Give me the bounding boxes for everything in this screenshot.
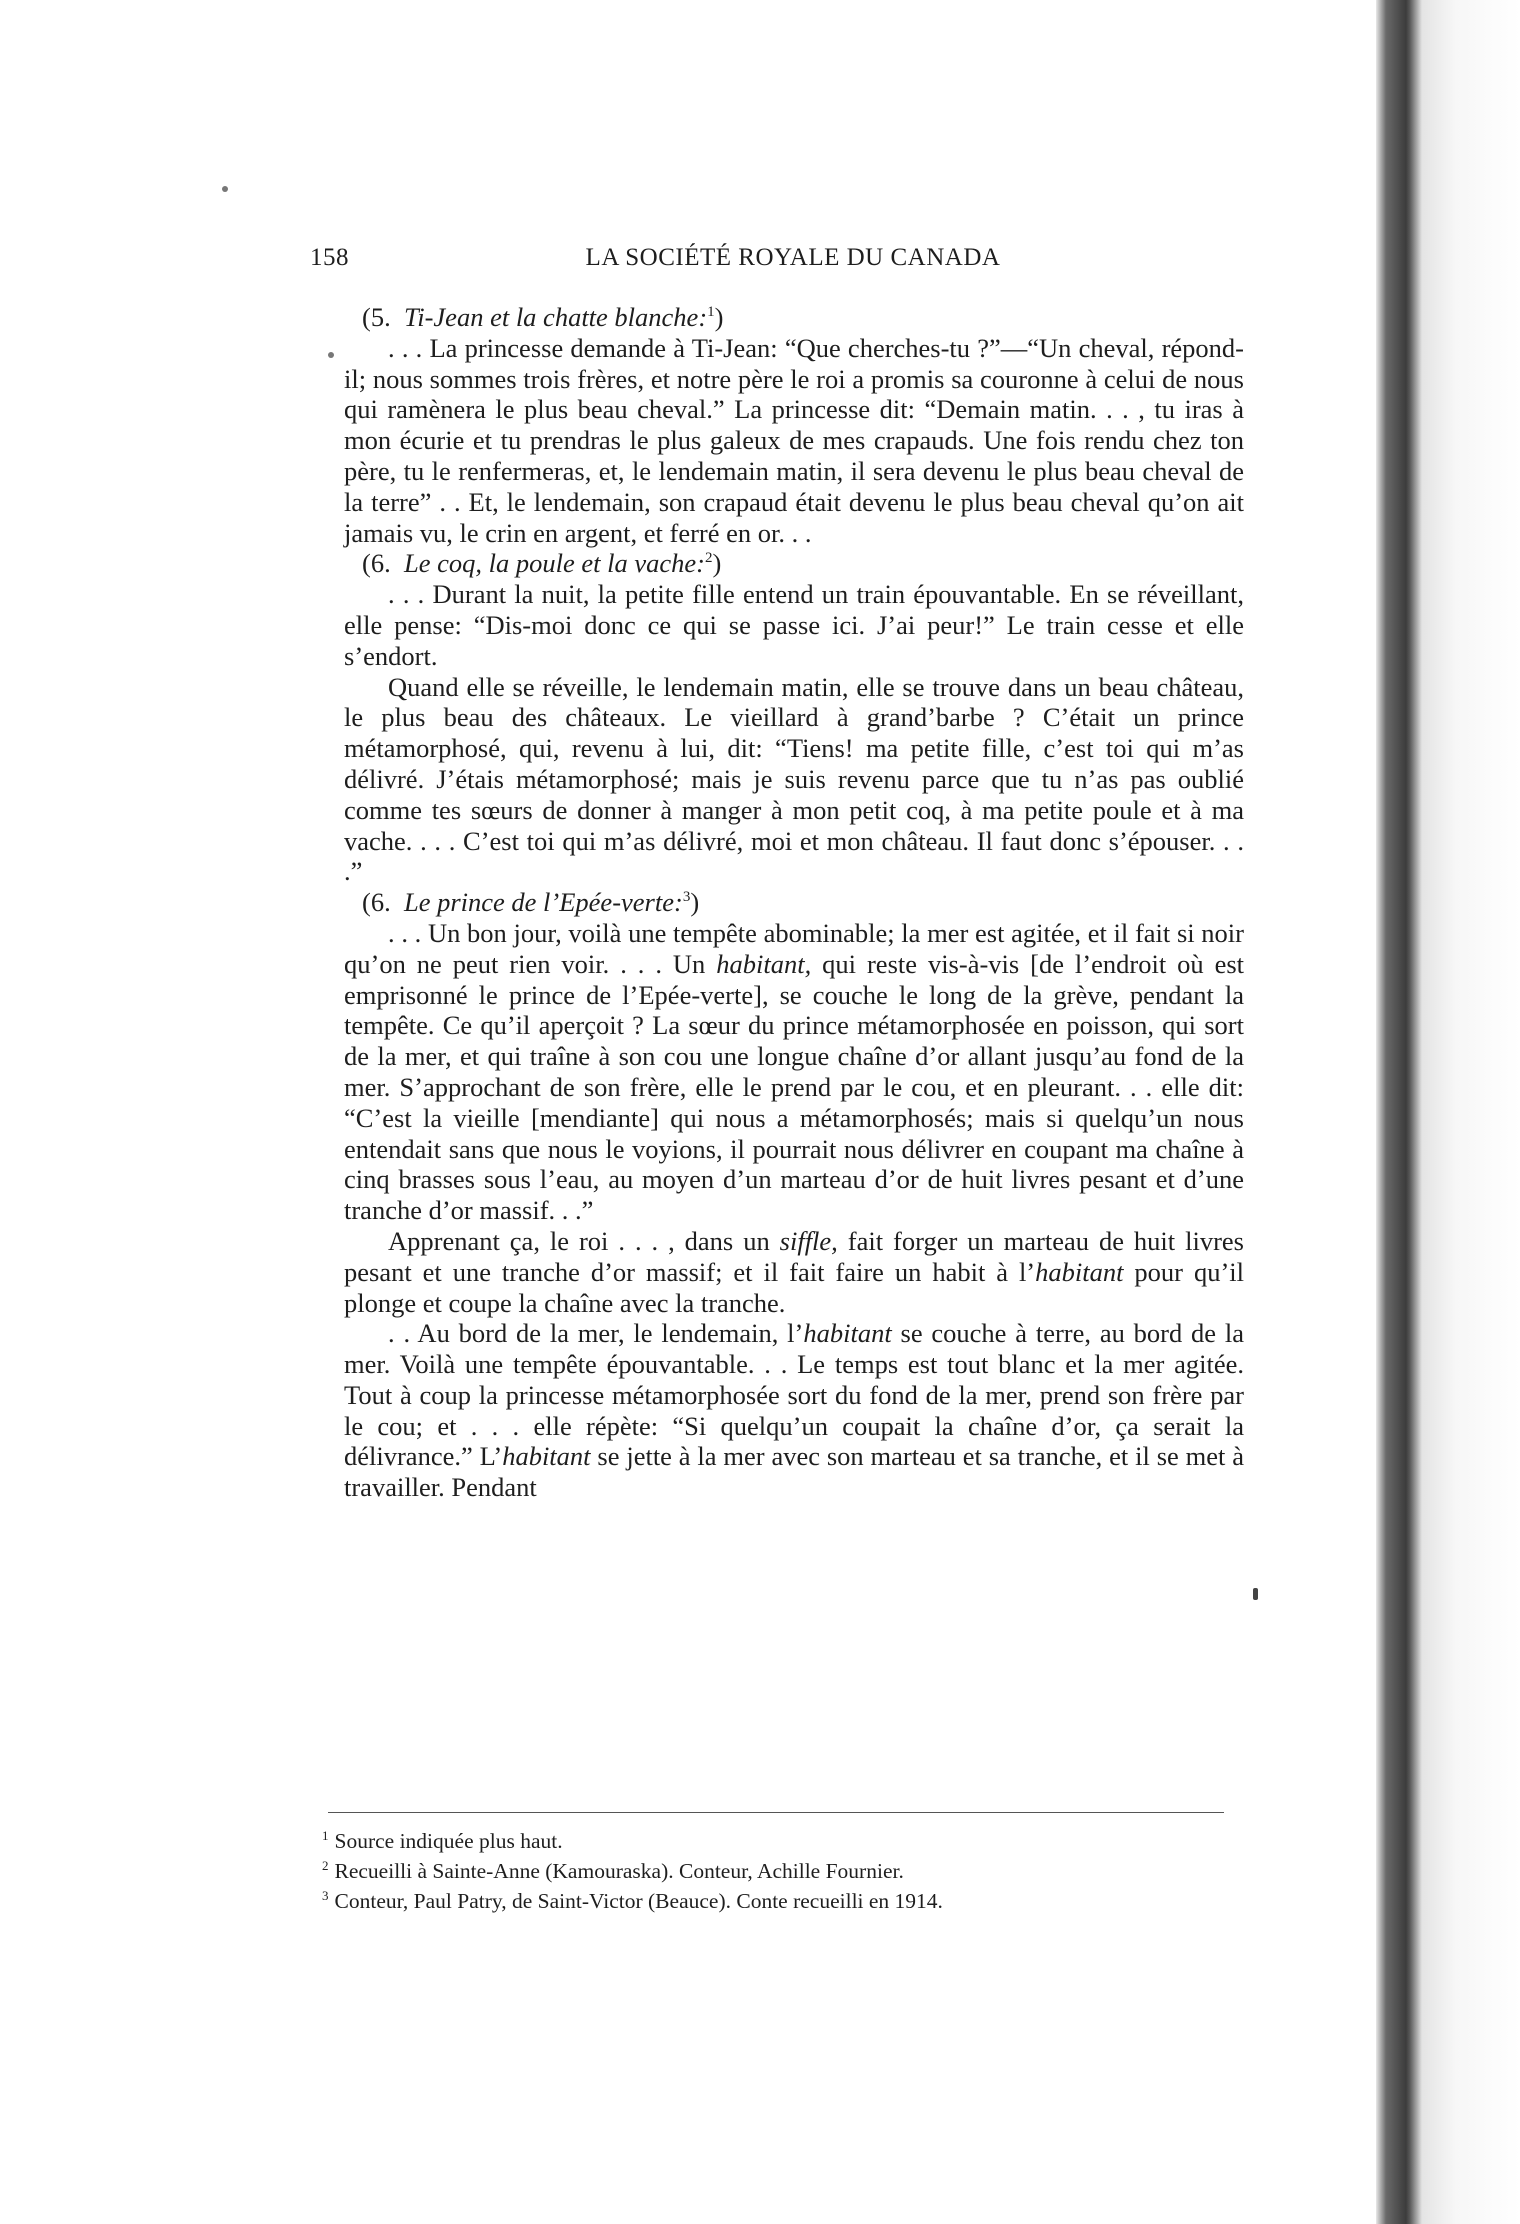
footnote-text: Conteur, Paul Patry, de Saint-Victor (Beauce). Conte recueilli en 1914. (334, 1889, 943, 1913)
text-run: fait forger un marteau de huit livres pesant et une tranche d’or massif; et il fait faire un habit à l’ (344, 1225, 1244, 1287)
scan-speck (222, 186, 228, 192)
italic-word: habitant (803, 1318, 892, 1349)
scan-speck (1253, 1588, 1258, 1600)
text-run: pour qu’il plonge et coupe la chaîne avec la tranche. (344, 1256, 1244, 1318)
section-close: ) (712, 548, 722, 579)
text-run: se couche à terre, au bord de la mer. Voilà une tempête épouvantable. . . Le temps est tout blanc et la mer agitée. Tout à coup la princesse métamorphosée sort du fond de la mer, prend son frère par le cou; et . . . elle répète: “Si quelqu’un coupait la chaîne d’or, ça serait la délivrance.” L’ (344, 1318, 1244, 1472)
italic-word: habitant (502, 1441, 591, 1472)
section-title: Le prince de l’Epée-verte: (403, 887, 683, 918)
footnote-mark: 2 (322, 1857, 329, 1873)
footnote (322, 1856, 1242, 1886)
body-text (344, 302, 1244, 1503)
paragraph: . . . Durant la nuit, la petite fille entend un train épouvantable. En se réveillant, elle pense: “Dis-moi donc ce qui se passe ici. J’ai peur!” Le train cesse et elle s’endort. (344, 579, 1244, 671)
footnote-rule (328, 1812, 1224, 1813)
paragraph (344, 1318, 1244, 1503)
section-heading (344, 548, 1244, 579)
footnote (322, 1886, 1242, 1916)
page-gutter-shadow (1376, 0, 1520, 2224)
page-number: 158 (310, 244, 349, 271)
text-run: se jette à la mer avec son marteau et sa tranche, et il se met à travailler. Pendant (344, 1441, 1244, 1503)
section-heading (344, 302, 1244, 333)
paragraph (344, 918, 1244, 1226)
running-head: LA SOCIÉTÉ ROYALE DU CANADA (585, 244, 1001, 271)
footnote-text: Source indiquée plus haut. (334, 1829, 563, 1853)
paragraph: . . . La princesse demande à Ti-Jean: “Que cherches-tu ?”—“Un cheval, répond-il; nous sommes trois frères, et notre père le roi a promis sa couronne à celui de nous qui ramènera le plus beau cheval.” La princesse dit: “Demain matin. . . , tu iras à mon écurie et tu prendras le plus galeux de mes crapauds. Une fois rendu chez ton père, tu le renfermeras, et, le lendemain matin, il sera devenu le plus beau cheval de la terre” . . Et, le lendemain, son crapaud était devenu le plus beau cheval qu’on ait jamais vu, le crin en argent, et ferré en or. . . (344, 332, 1244, 548)
footnote-text: Recueilli à Sainte-Anne (Kamouraska). Conteur, Achille Fournier. (334, 1859, 904, 1883)
footnote-ref: 1 (707, 304, 715, 321)
footnote-mark: 3 (322, 1887, 329, 1903)
section-number: (5. (362, 302, 391, 332)
section-number: (6. (362, 887, 391, 918)
section-title: Ti-Jean et la chatte blanche: (403, 302, 708, 332)
section-close: ) (714, 302, 724, 332)
paragraph: Quand elle se réveille, le lendemain matin, elle se trouve dans un beau château, le plus beau des châteaux. Le vieillard à grand’barbe ? C’était un prince métamorphosé, qui, revenu à lui, dit: “Tiens! ma petite fille, c’est toi qui m’as délivré. J’étais métamorphosé; mais je suis revenu parce que tu n’as pas oublié comme tes sœurs de donner à manger à mon petit coq, à ma petite poule et à ma vache. . . . C’est toi qui m’as délivré, moi et mon château. Il faut donc s’épouser. . . .” (344, 671, 1244, 887)
paragraph (344, 1226, 1244, 1318)
section-heading (344, 887, 1244, 918)
section-title: Le coq, la poule et la vache: (403, 548, 705, 579)
section-close: ) (690, 887, 700, 918)
footnote-ref: 2 (704, 550, 713, 567)
page-header (310, 244, 1230, 280)
footnote-ref: 3 (682, 889, 691, 906)
text-run: . . Au bord de la mer, le lendemain, l’ (388, 1318, 804, 1349)
italic-word: habitant, (716, 948, 812, 979)
text-run: qui reste vis-à-vis [de l’endroit où est emprisonné le prince de l’Epée-verte], se couche le long de la grève, pendant la tempête. Ce qu’il aperçoit ? La sœur du prince métamorphosée en poisson, qui sort de la mer, et qui traîne à son cou une longue chaîne d’or allant jusqu’au fond de la mer. S’approchant de son frère, elle le prend par le cou, et en pleurant. . . elle dit: “C’est la vieille [mendiante] qui nous a métamorphosés; mais si quelqu’un nous entendait sans que nous le voyions, il pourrait nous délivrer en coupant ma chaîne à cinq brasses sous l’eau, au moyen d’un marteau d’or de huit livres pesant et d’une tranche d’or massif. . .” (344, 948, 1245, 1226)
footnote (322, 1826, 1242, 1856)
scan-speck (328, 352, 334, 358)
footnote-mark: 1 (322, 1827, 329, 1843)
italic-word: habitant (1035, 1256, 1124, 1287)
footnotes (322, 1826, 1242, 1916)
text-run: . . . Un bon jour, voilà une tempête abominable; la mer est agitée, et il fait si noir qu’on ne peut rien voir. . . . Un (344, 917, 1244, 979)
section-number: (6. (362, 548, 391, 579)
text-run: Apprenant ça, le roi . . . , dans un (388, 1225, 780, 1256)
italic-word: siffle, (779, 1225, 838, 1256)
